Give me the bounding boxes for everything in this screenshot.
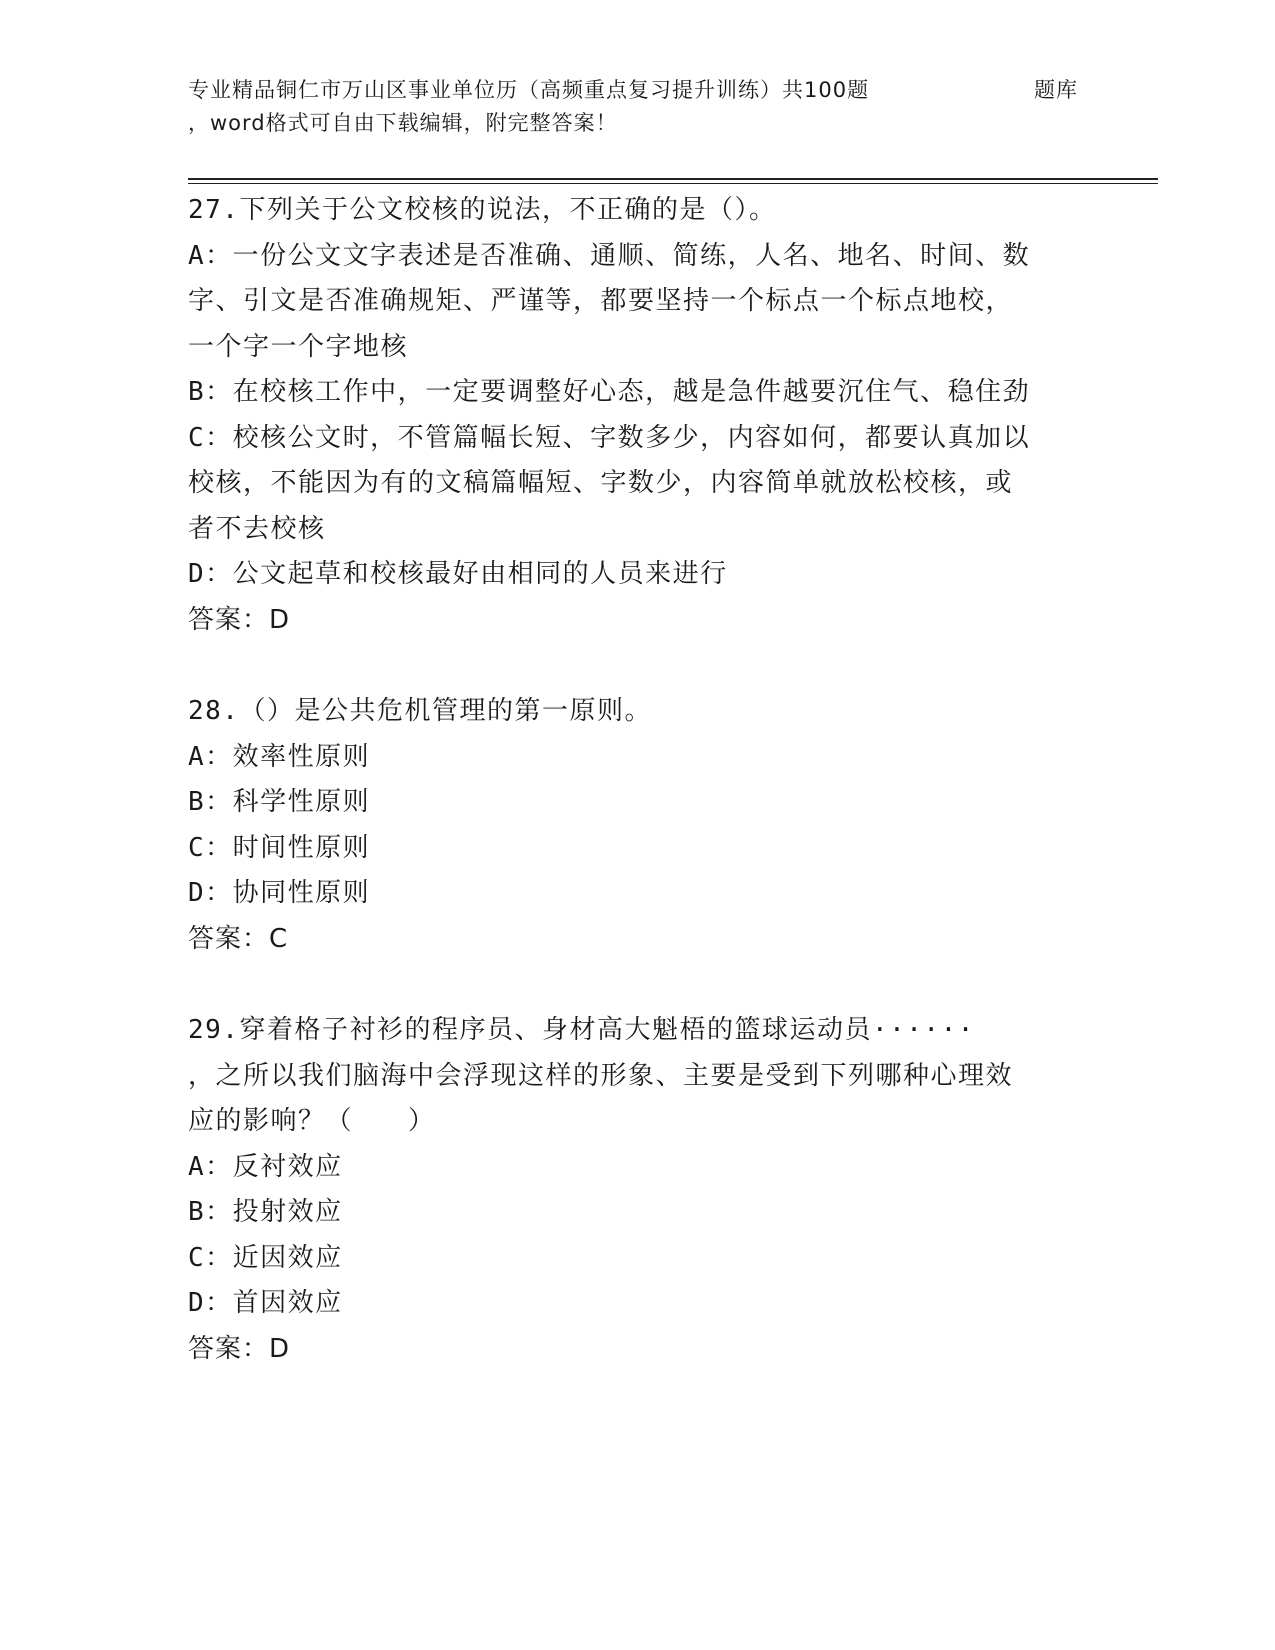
answer-line: 答案：C [188,923,289,954]
header-title-line2: ，word格式可自由下载编辑，附完整答案！ [188,111,618,135]
question-stem: ，之所以我们脑海中会浮现这样的形象、主要是受到下列哪种心理效 [188,1060,1014,1091]
header-divider-thin [188,183,1158,184]
question-stem: 29.穿着格子衬衫的程序员、身材高大魁梧的篮球运动员······ [188,1015,975,1045]
option-b: B：科学性原则 [188,787,371,817]
option-c: C：时间性原则 [188,832,371,863]
option-text: A：一份公文文字表述是否准确、通顺、简练，人名、地名、时间、数 [188,240,1031,271]
header-divider-thick [188,178,1158,180]
option-a [188,234,1078,371]
answer-line: 答案：D [188,604,291,635]
question-list [188,188,1078,1372]
answer-line: 答案：D [188,1333,291,1364]
option-d: D：首因效应 [188,1288,343,1318]
question-28 [188,689,1078,962]
option-text: B：在校核工作中，一定要调整好心态，越是急件越要沉住气、稳住劲 [188,377,1031,407]
option-a: A：效率性原则 [188,741,371,772]
question-stem: 应的影响？（ ） [188,1106,436,1136]
option-text: 者不去校核 [188,513,326,544]
option-d: D：协同性原则 [188,878,371,908]
option-text: C：校核公文时，不管篇幅长短、字数多少，内容如何，都要认真加以 [188,422,1031,453]
header-right-label: 题库 [1034,78,1078,102]
question-stem: 28.（）是公共危机管理的第一原则。 [188,696,652,726]
page-header [188,74,978,140]
option-text: D：公文起草和校核最好由相同的人员来进行 [188,559,728,589]
question-stem: 27.下列关于公文校核的说法，不正确的是（）。 [188,195,777,225]
option-text: 校核，不能因为有的文稿篇幅短、字数少，内容简单就放松校核，或 [188,468,1014,498]
option-text: 一个字一个字地核 [188,331,409,362]
option-b [188,370,1078,416]
option-a: A：反衬效应 [188,1151,343,1182]
question-29 [188,1008,1078,1372]
header-title-line1: 专业精品铜仁市万山区事业单位历（高频重点复习提升训练）共100题 [188,78,870,102]
option-b: B：投射效应 [188,1197,343,1227]
option-d [188,552,1078,598]
option-c [188,416,1078,553]
question-27 [188,188,1078,643]
option-c: C：近因效应 [188,1242,343,1273]
option-text: 字、引文是否准确规矩、严谨等，都要坚持一个标点一个标点地校， [188,286,1014,316]
